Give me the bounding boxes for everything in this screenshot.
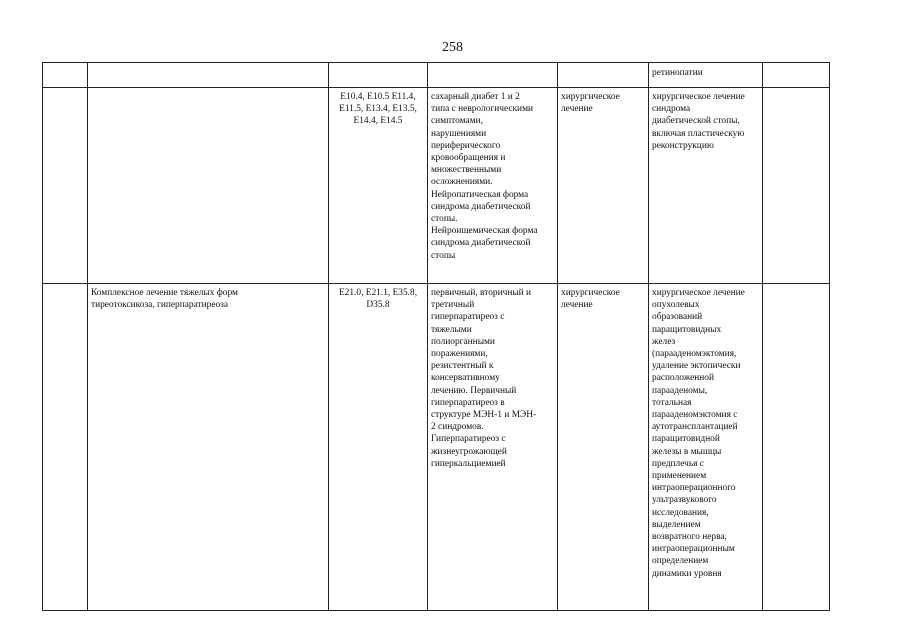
cell-number [43, 63, 88, 88]
table-row [43, 88, 830, 284]
cell-cost [763, 284, 830, 611]
cell-care-name [88, 88, 329, 284]
cell-treatment-method: ретинопатии [649, 63, 763, 88]
cell-treatment-type: хирургическое лечение [558, 284, 649, 611]
page-number: 258 [442, 40, 463, 55]
cell-patient-model: сахарный диабет 1 и 2 типа с неврологическими симптомами, нарушениями периферического кровообращения и множественными осложнениями. Нейропатическая форма синдрома диабетической стопы. Нейроишемическая форма синдрома диабетической стопы [428, 88, 558, 284]
cell-treatment-method: хирургическое лечение опухолевых образований паращитовидных желез (парааденомэктомия, удаление эктопически расположенной парааденомы, тотальная парааденомэктомия с аутотрансплантацией паращитовидной железы в мышцы предплечья с применением интраоперационного ультразвукового исследования, выделением возвратного нерва, интраоперационным определением динамики уровня [649, 284, 763, 611]
cell-icd-codes [329, 63, 428, 88]
cell-care-name: Комплексное лечение тяжелых форм тиреотоксикоза, гиперпаратиреоза [88, 284, 329, 611]
cell-cost [763, 88, 830, 284]
cell-treatment-method: хирургическое лечение синдрома диабетической стопы, включая пластическую реконструкцию [649, 88, 763, 284]
table-row-continuation [43, 63, 830, 88]
cell-patient-model: первичный, вторичный и третичный гиперпаратиреоз с тяжелыми полиорганными поражениями, резистентный к консервативному лечению. Первичный гиперпаратиреоз в структуре МЭН-1 и МЭН- 2 синдромов. Гиперпаратиреоз с жизнеугрожающей гиперкальциемией [428, 284, 558, 611]
cell-icd-codes: E10.4, E10.5 E11.4, E11.5, E13.4, E13.5, E14.4, E14.5 [329, 88, 428, 284]
cell-patient-model [428, 63, 558, 88]
medical-care-table [42, 62, 830, 611]
cell-care-name [88, 63, 329, 88]
cell-cost [763, 63, 830, 88]
table-row [43, 284, 830, 611]
cell-treatment-type: хирургическое лечение [558, 88, 649, 284]
cell-number [43, 284, 88, 611]
cell-icd-codes: E21.0, E21.1, E35.8, D35.8 [329, 284, 428, 611]
cell-treatment-type [558, 63, 649, 88]
cell-number [43, 88, 88, 284]
